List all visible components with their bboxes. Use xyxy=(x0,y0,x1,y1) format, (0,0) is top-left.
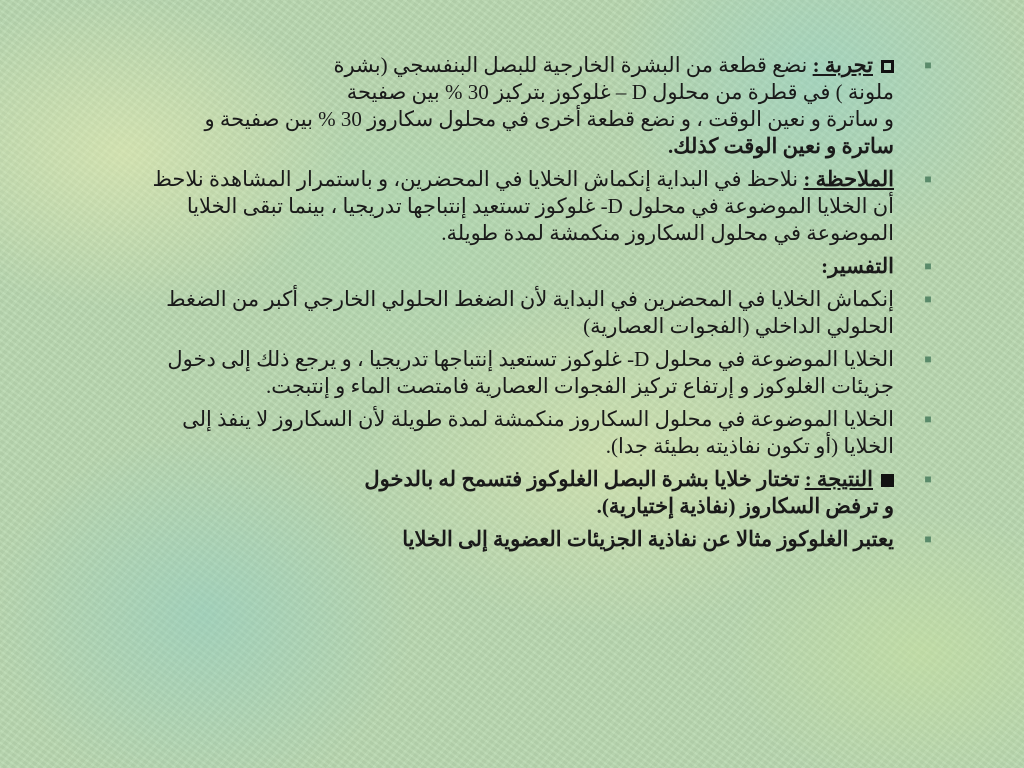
result-text xyxy=(60,466,894,493)
slide-content xyxy=(60,52,936,559)
plasmolysis-line-1: إنكماش الخلايا في المحضرين في البداية لأن الضغط الحلولي الخارجي أكبر من الضغط xyxy=(166,287,894,311)
bullet-icon: ■ xyxy=(924,472,932,486)
bullet-icon: ■ xyxy=(924,412,932,426)
bullet-icon: ■ xyxy=(924,172,932,186)
plasmolysis-line-2: الحلولي الداخلي (الفجوات العصارية) xyxy=(583,314,894,338)
bullet-icon: ■ xyxy=(924,259,932,273)
bullet-experiment xyxy=(60,52,936,160)
hollow-square-icon xyxy=(881,60,894,73)
bullet-result xyxy=(60,466,936,520)
observation-line-2: أن الخلايا الموضوعة في محلول D- غلوكوز تستعيد إنتباجها تدريجيا ، بينما تبقى الخلايا xyxy=(186,194,894,218)
experiment-line-3: و ساترة و نعين الوقت ، و نضع قطعة أخرى في محلول سكاروز 30 % بين صفيحة و xyxy=(204,107,894,131)
experiment-line-1: نضع قطعة من البشرة الخارجية للبصل البنفسجي (بشرة xyxy=(333,53,808,77)
bullet-icon: ■ xyxy=(924,58,932,72)
bullet-conclusion xyxy=(60,526,936,553)
bullet-interpretation-heading xyxy=(60,253,936,280)
experiment-text xyxy=(60,52,894,79)
bullet-observation xyxy=(60,166,936,247)
result-label: النتيجة : xyxy=(804,467,873,491)
result-line-1: تختار خلايا بشرة البصل الغلوكوز فتسمح له بالدخول xyxy=(364,467,800,491)
bullet-glucose-cells xyxy=(60,346,936,400)
interpretation-label: التفسير: xyxy=(821,254,894,278)
solid-square-icon xyxy=(881,474,894,487)
result-line-2: و ترفض السكاروز (نفاذية إختيارية). xyxy=(596,494,894,518)
observation-line-1: نلاحظ في البداية إنكماش الخلايا في المحضرين، و باستمرار المشاهدة نلاحظ xyxy=(152,167,799,191)
bullet-icon: ■ xyxy=(924,352,932,366)
observation-line-3: الموضوعة في محلول السكاروز منكمشة لمدة طويلة. xyxy=(441,221,894,245)
bullet-icon: ■ xyxy=(924,292,932,306)
glucose-cells-line-1: الخلايا الموضوعة في محلول D- غلوكوز تستعيد إنتباجها تدريجيا ، و يرجع ذلك إلى دخول xyxy=(167,347,894,371)
experiment-line-4: ساترة و نعين الوقت كذلك. xyxy=(668,134,894,158)
observation-text xyxy=(60,166,894,193)
bullet-sucrose-cells xyxy=(60,406,936,460)
observation-label: الملاحظة : xyxy=(803,167,894,191)
experiment-label: تجربة : xyxy=(812,53,873,77)
bullet-icon: ■ xyxy=(924,532,932,546)
conclusion-line: يعتبر الغلوكوز مثالا عن نفاذية الجزيئات العضوية إلى الخلايا xyxy=(402,527,894,551)
experiment-line-2: ملونة ) في قطرة من محلول D – غلوكوز بتركيز 30 % بين صفيحة xyxy=(346,80,894,104)
sucrose-cells-line-1: الخلايا الموضوعة في محلول السكاروز منكمشة لمدة طويلة لأن السكاروز لا ينفذ إلى xyxy=(182,407,894,431)
sucrose-cells-line-2: الخلايا (أو تكون نفاذيته بطيئة جدا). xyxy=(605,434,894,458)
glucose-cells-line-2: جزيئات الغلوكوز و إرتفاع تركيز الفجوات العصارية فامتصت الماء و إنتبجت. xyxy=(266,374,894,398)
bullet-plasmolysis xyxy=(60,286,936,340)
